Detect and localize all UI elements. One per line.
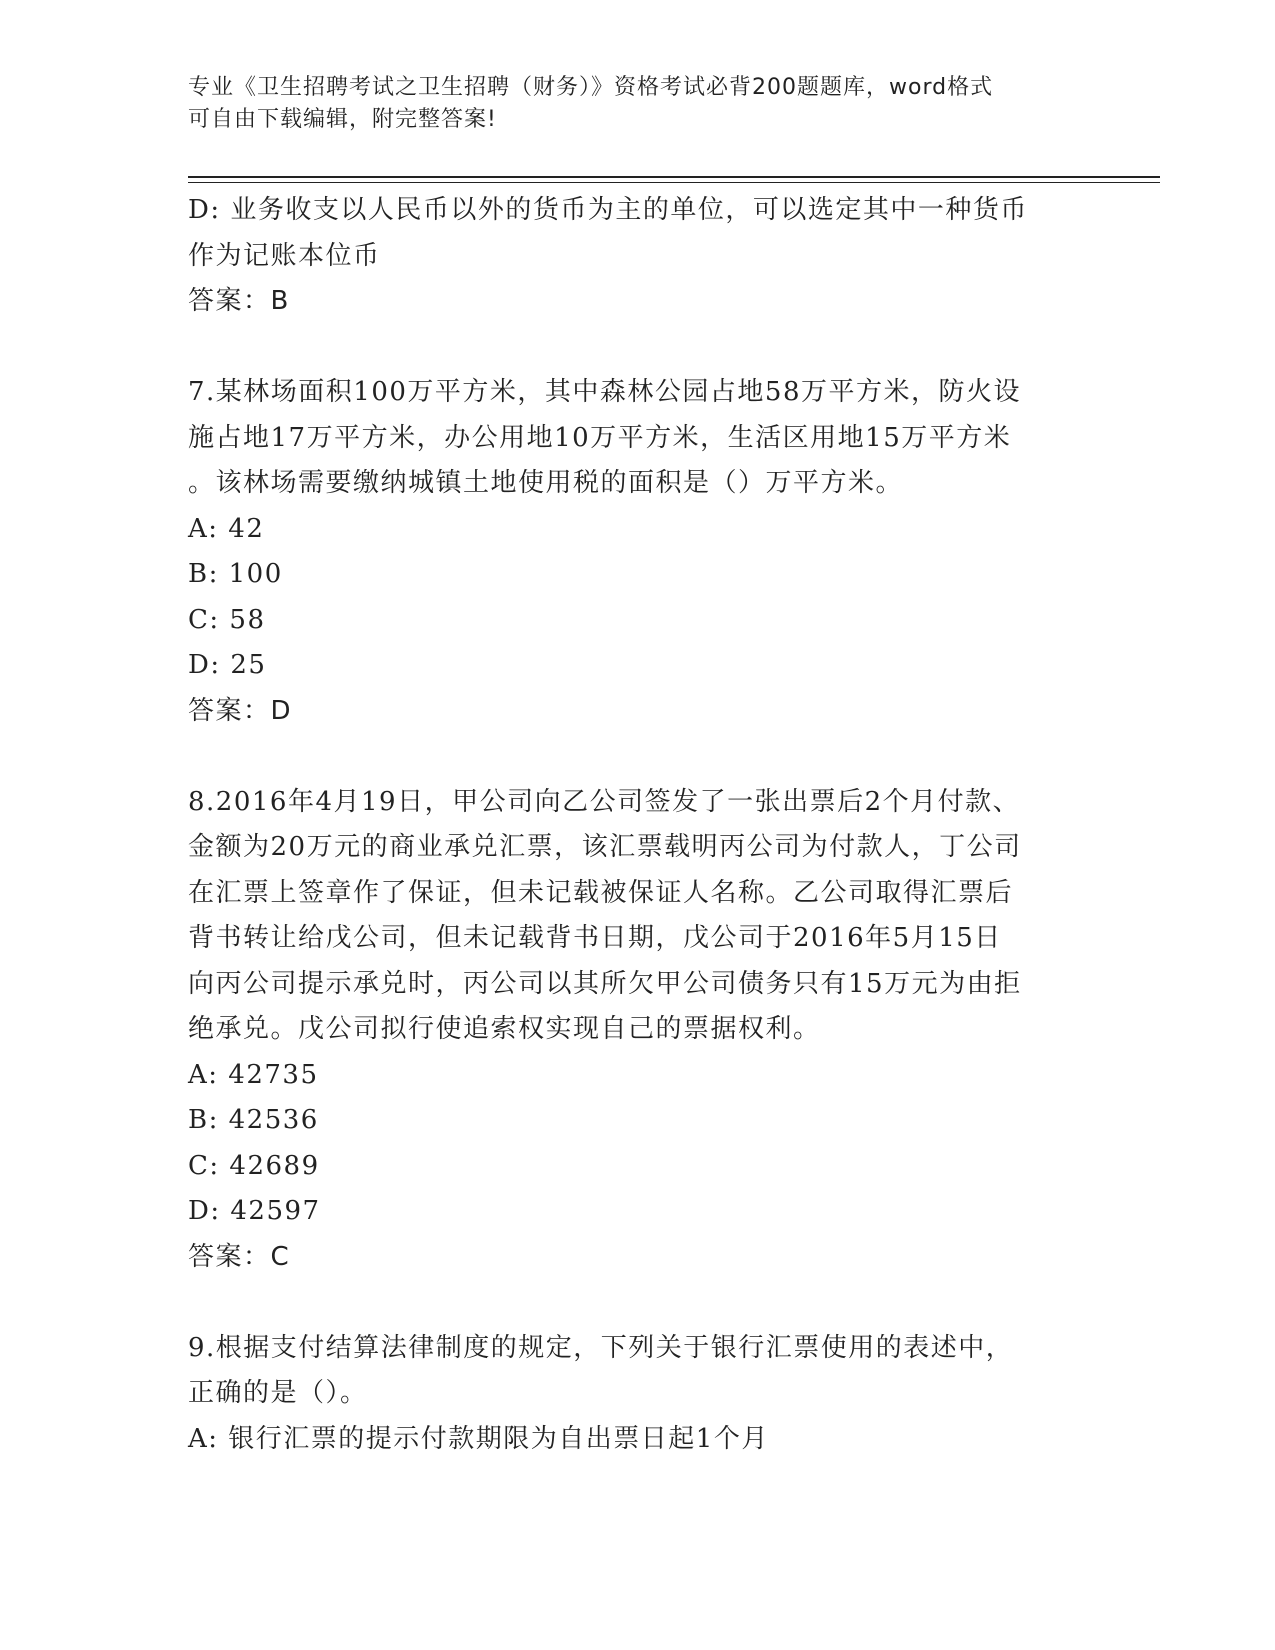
question-8	[188, 780, 1088, 1281]
option-a: A: 42	[188, 513, 265, 544]
question-stem: 8.2016年4月19日，甲公司向乙公司签发了一张出票后2个月付款、	[188, 786, 1021, 817]
answer: 答案：C	[188, 1241, 291, 1272]
option-b: B: 100	[188, 559, 283, 589]
page-header	[188, 72, 1068, 136]
option-a: A: 银行汇票的提示付款期限为自出票日起1个月	[188, 1423, 769, 1454]
question-stem: 金额为20万元的商业承兑汇票，该汇票载明丙公司为付款人，丁公司	[188, 832, 1022, 862]
spacer	[188, 734, 1088, 780]
question-stem: 向丙公司提示承兑时，丙公司以其所欠甲公司债务只有15万元为由拒	[188, 968, 1022, 999]
previous-question-tail	[188, 188, 1088, 325]
question-stem: 在汇票上签章作了保证，但未记载被保证人名称。乙公司取得汇票后	[188, 877, 1014, 908]
header-divider-thin	[188, 182, 1160, 183]
option-c: C: 58	[188, 604, 266, 635]
question-stem: 7.某林场面积100万平方米，其中森林公园占地58万平方米，防火设	[188, 377, 1022, 407]
answer: 答案：D	[188, 695, 293, 726]
question-stem: 施占地17万平方米，办公用地10万平方米，生活区用地15万平方米	[188, 422, 1012, 453]
question-stem: 绝承兑。戊公司拟行使追索权实现自己的票据权利。	[188, 1014, 821, 1044]
question-9	[188, 1326, 1088, 1463]
answer: 答案：B	[188, 286, 290, 316]
header-title-line-1: 专业《卫生招聘考试之卫生招聘（财务）》资格考试必背200题题库，word格式	[188, 75, 994, 100]
question-stem: 背书转让给戊公司，但未记载背书日期，戊公司于2016年5月15日	[188, 923, 1002, 953]
option-d: D: 25	[188, 650, 267, 680]
question-stem: 。该林场需要缴纳城镇土地使用税的面积是（）万平方米。	[188, 468, 904, 498]
header-title-line-2: 可自由下载编辑，附完整答案!	[188, 107, 497, 132]
option-d: D: 业务收支以人民币以外的货币为主的单位，可以选定其中一种货币	[188, 195, 1028, 225]
question-stem: 正确的是（）。	[188, 1378, 368, 1408]
spacer	[188, 325, 1088, 371]
option-c: C: 42689	[188, 1150, 320, 1181]
option-a: A: 42735	[188, 1059, 319, 1090]
spacer	[188, 1280, 1088, 1326]
header-divider-thick	[188, 176, 1160, 178]
question-content	[188, 188, 1088, 1462]
question-stem: 9.根据支付结算法律制度的规定，下列关于银行汇票使用的表述中，	[188, 1332, 1014, 1363]
option-d-continued: 作为记账本位币	[188, 240, 381, 271]
question-7	[188, 370, 1088, 734]
option-b: B: 42536	[188, 1105, 319, 1135]
option-d: D: 42597	[188, 1196, 321, 1226]
